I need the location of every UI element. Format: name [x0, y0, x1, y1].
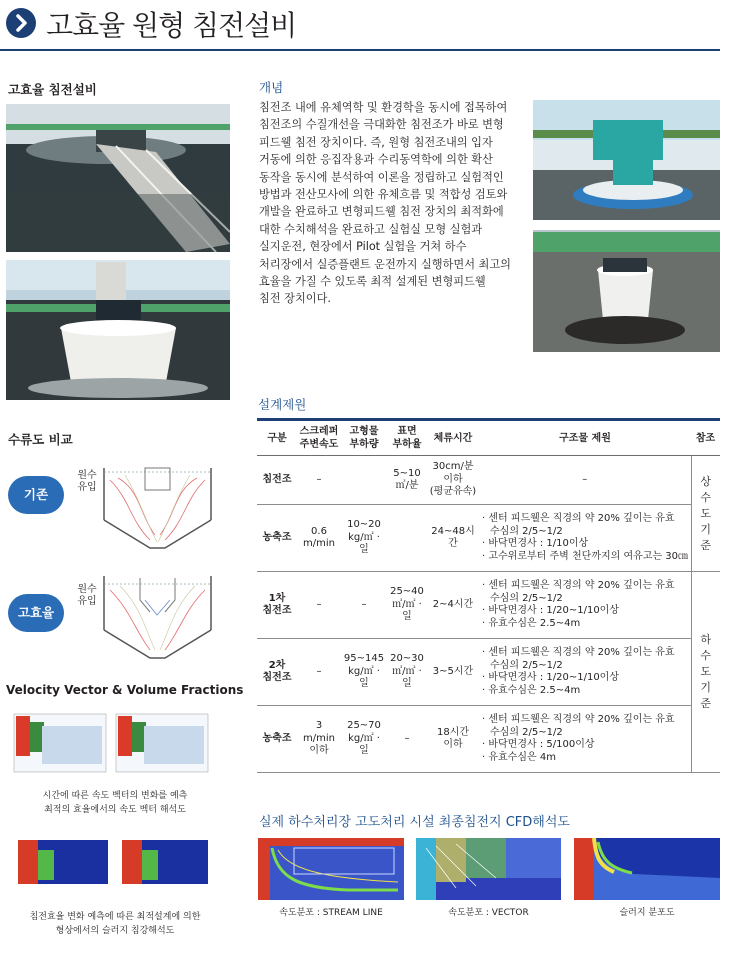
- caption-velocity: 시간에 따른 속도 벡터의 변화를 예측 최적의 효율에서의 속도 벡터 해석도: [42, 791, 188, 815]
- overview-paragraph: [259, 99, 517, 308]
- cell-struct: [479, 456, 691, 505]
- overview-line: 실지운전, 현장에서 Pilot 실험을 거쳐 하수: [259, 240, 467, 254]
- table-row: [257, 572, 720, 639]
- overview-line: 대한 수치해석을 완료하고 실험실 모형 실험과: [259, 222, 483, 236]
- velocity-vector-images: [12, 712, 212, 778]
- row-name: 침전조: [257, 456, 297, 505]
- facility-photo-bridge: [6, 104, 230, 252]
- cfd-sludge-image: [574, 838, 720, 900]
- cfd-caption: 속도분포 : VECTOR: [448, 908, 529, 918]
- table-row: [257, 456, 720, 505]
- cell-struct: [479, 572, 691, 639]
- overview-line: 침전조의 수질개선을 극대화한 침전조가 바로 변형: [259, 118, 504, 132]
- header-divider: [0, 49, 720, 51]
- cfd-heading: 실제 하수처리장 고도처리 시설 최종침전지 CFD해석도: [259, 815, 570, 830]
- cell-retention: 3~5시간: [427, 639, 479, 706]
- overview-line: 개발을 완료하고 변형피드웰 침전 장치의 최적화에: [259, 205, 504, 219]
- cell-struct: [479, 639, 691, 706]
- table-row: [257, 706, 720, 773]
- struct-line: 수심의 2/5~1/2: [490, 659, 563, 671]
- row-name: 농축조: [257, 706, 297, 773]
- sludge-settling-images: [12, 836, 212, 896]
- ref-cell-sewerage: [691, 572, 720, 773]
- struct-line: · 센터 피드웰은 직경의 약 20% 깊이는 유효: [482, 647, 675, 658]
- overview-line: 동작을 동시에 분석하여 이론을 정립하고 실험적인: [259, 170, 504, 184]
- flow-diagram-existing: [100, 460, 215, 552]
- struct-line: –: [582, 473, 588, 485]
- specs-heading: 설계제원: [258, 397, 307, 412]
- struct-line: · 바닥면경사 : 1/10이상: [482, 538, 589, 549]
- chevron-right-icon: [6, 8, 36, 38]
- struct-line: · 고수위로부터 주벽 천단까지의 여유고는 30㎝: [482, 550, 689, 562]
- ref-cell-water-supply: [691, 456, 720, 572]
- overview-heading: 개념: [259, 80, 284, 95]
- cell-speed: 3 m/min 이하: [297, 706, 341, 773]
- struct-line: · 센터 피드웰은 직경의 약 20% 깊이는 유효: [482, 513, 675, 524]
- cell-speed: 0.6 m/min: [297, 505, 341, 572]
- cell-struct: [479, 706, 691, 773]
- overview-line: 방법과 전산모사에 의한 유체흐름 및 적합성 검토와: [259, 188, 508, 202]
- cell-retention: 2~4시간: [427, 572, 479, 639]
- overview-line: 효율을 가질 수 있도록 최적 설계된 변형피드웰: [259, 275, 486, 289]
- cell-load: 25~70 kg/㎡ · 일: [341, 706, 387, 773]
- overview-line: 피드웰 침전 장치이다. 즉, 원형 침전조내의 입자: [259, 135, 493, 149]
- row-name: 농축조: [257, 505, 297, 572]
- spec-table: [257, 418, 720, 773]
- struct-line: · 바닥면경사 : 1/20~1/10이상: [482, 672, 619, 683]
- struct-line: · 센터 피드웰은 직경의 약 20% 깊이는 유효: [482, 580, 675, 591]
- struct-line: · 유효수심은 2.5~4m: [482, 684, 581, 696]
- vv-heading: Velocity Vector & Volume Fractions: [6, 683, 244, 697]
- cell-retention: 30cm/분 이하 (평균유속): [427, 456, 479, 505]
- badge-high-efficiency: 고효율: [8, 594, 64, 632]
- col-header: 체류시간: [427, 420, 479, 456]
- struct-line: · 센터 피드웰은 직경의 약 20% 깊이는 유효: [482, 714, 675, 725]
- cell-surface: 5~10 ㎥/분: [387, 456, 427, 505]
- col-header: 참조: [691, 420, 720, 456]
- page-title: 고효율 원형 침전설비: [46, 9, 297, 42]
- struct-line: · 바닥면경사 : 1/20~1/10이상: [482, 605, 619, 616]
- facility-photo-feedwell: [6, 260, 230, 400]
- cell-retention: 18시간 이하: [427, 706, 479, 773]
- pilot-photo-white-tank: [533, 230, 720, 352]
- col-header: 스크레퍼 주변속도: [297, 420, 341, 456]
- struct-line: 수심의 2/5~1/2: [490, 726, 563, 738]
- table-header-row: [257, 420, 720, 456]
- flow-diagram-high-efficiency: [100, 570, 215, 662]
- cell-surface: [387, 505, 427, 572]
- row-name: 2차 침전조: [257, 639, 297, 706]
- col-header: 표면 부하율: [387, 420, 427, 456]
- cell-speed: –: [297, 639, 341, 706]
- struct-line: 수심의 2/5~1/2: [490, 525, 563, 537]
- cell-load: [341, 456, 387, 505]
- overview-line: 침전조 내에 유체역학 및 환경학을 동시에 접목하여: [259, 101, 508, 114]
- col-header: 구분: [257, 420, 297, 456]
- cell-speed: –: [297, 456, 341, 505]
- badge-existing: 기존: [8, 476, 64, 514]
- inflow-label: 원수 유입: [77, 470, 97, 493]
- table-row: [257, 505, 720, 572]
- overview-line: 처리장에서 실증플랜트 운전까지 실행하면서 최고의: [259, 257, 511, 271]
- inflow-label: 원수 유입: [77, 584, 97, 607]
- cell-load: 95~145 kg/㎡ · 일: [341, 639, 387, 706]
- cell-load: –: [341, 572, 387, 639]
- page-header: [0, 0, 730, 52]
- struct-line: · 유효수심은 4m: [482, 751, 556, 763]
- table-row: [257, 639, 720, 706]
- cell-retention: 24~48시간: [427, 505, 479, 572]
- cell-surface: 25~40 ㎥/㎡ · 일: [387, 572, 427, 639]
- struct-line: · 유효수심은 2.5~4m: [482, 617, 581, 629]
- struct-line: · 바닥면경사 : 5/100이상: [482, 739, 595, 750]
- ref-text: 상수도기준: [700, 474, 712, 552]
- cell-speed: –: [297, 572, 341, 639]
- cfd-caption: 속도분포 : STREAM LINE: [279, 908, 383, 918]
- cell-surface: –: [387, 706, 427, 773]
- cfd-vector-image: [416, 838, 561, 900]
- cell-surface: 20~30 ㎥/㎡ · 일: [387, 639, 427, 706]
- row-name: 1차 침전조: [257, 572, 297, 639]
- cell-load: 10~20 kg/㎡ · 일: [341, 505, 387, 572]
- photos-heading: 고효율 침전설비: [8, 82, 97, 97]
- struct-line: 수심의 2/5~1/2: [490, 592, 563, 604]
- ref-text: 하수도기준: [700, 633, 712, 710]
- overview-line: 거동에 의한 응집작용과 수리동역학에 의한 확산: [259, 153, 493, 167]
- cell-struct: [479, 505, 691, 572]
- caption-sludge: 침전효율 변화 예측에 따른 최적설계에 의한 형상에서의 슬러지 침강해석도: [29, 912, 201, 936]
- pilot-photo-blue-tank: [533, 100, 720, 220]
- flow-heading: 수류도 비교: [8, 432, 73, 447]
- cfd-stream-line-image: [258, 838, 404, 900]
- cfd-caption: 슬러지 분포도: [619, 908, 675, 918]
- col-header: 구조물 제원: [479, 420, 691, 456]
- overview-line: 침전 장치이다.: [259, 292, 331, 306]
- col-header: 고형물 부하량: [341, 420, 387, 456]
